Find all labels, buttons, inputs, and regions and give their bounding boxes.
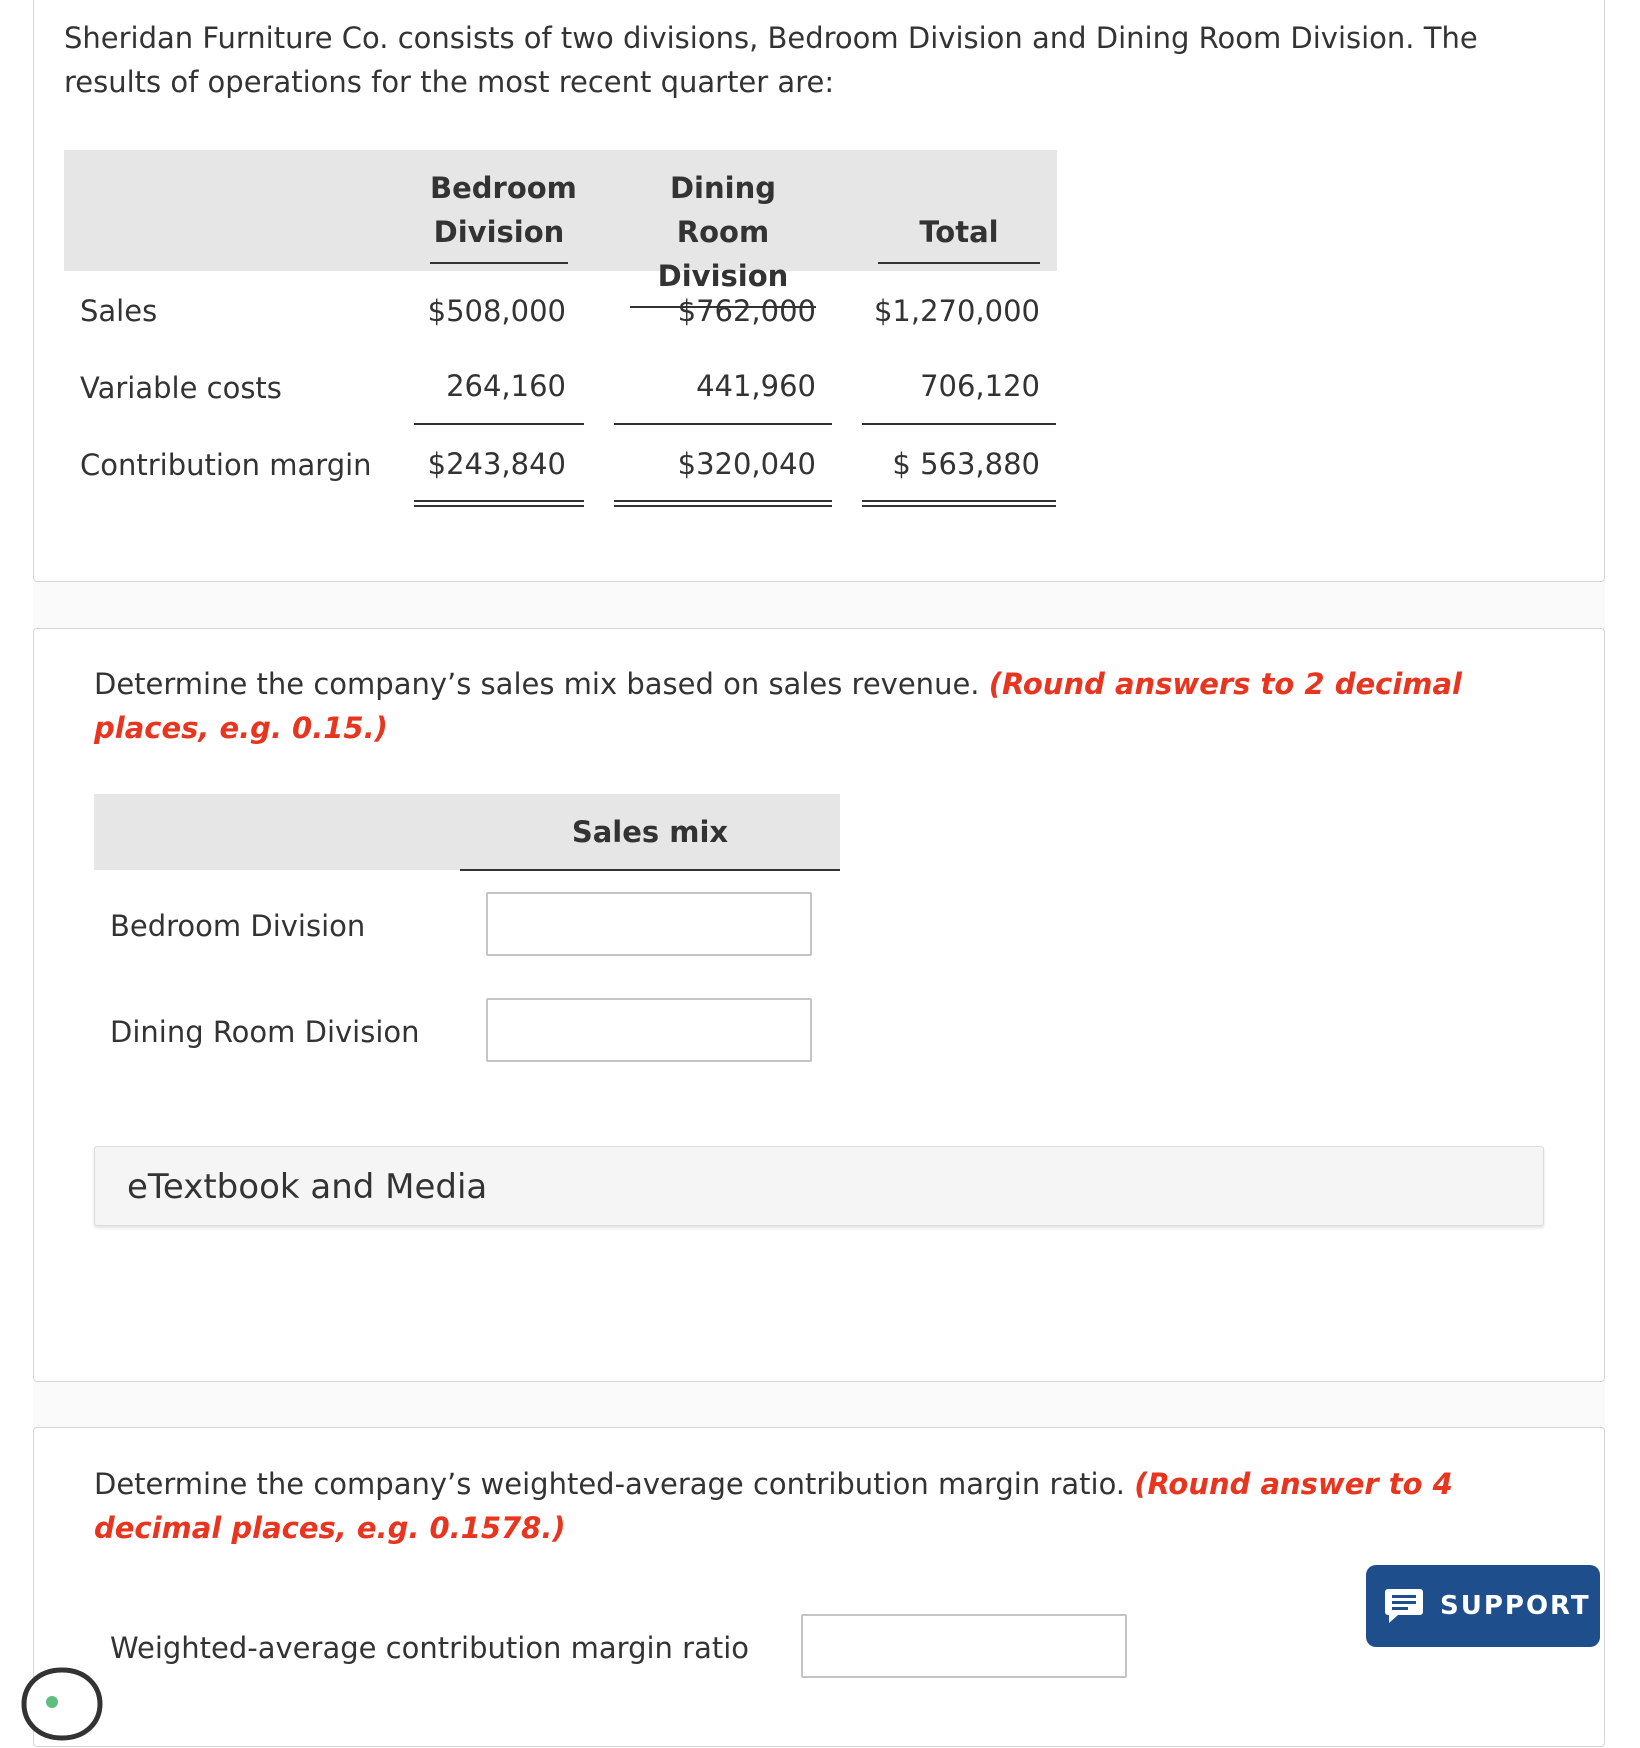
support-button[interactable]	[1366, 1565, 1600, 1647]
question-text: Determine the company’s weighted-average contribution margin ratio.	[94, 1467, 1135, 1501]
row-label-dining-room-division: Dining Room Division	[110, 1015, 420, 1049]
cell-cm-bedroom: $243,840	[427, 447, 566, 481]
cell-cm-dining: $320,040	[677, 447, 816, 481]
etextbook-media-button[interactable]	[94, 1146, 1544, 1226]
cell-cm-total: $ 563,880	[892, 447, 1040, 481]
subtotal-rule	[614, 423, 832, 425]
rounding-hint: (Round answer to 4 decimal places, e.g. 0.1578.)	[94, 1467, 1453, 1545]
cell-sales-total: $1,270,000	[873, 294, 1040, 328]
dining-room-sales-mix-input[interactable]	[486, 998, 812, 1062]
header-bedroom: Bedroom Division	[430, 166, 568, 254]
row-label-variable-costs: Variable costs	[80, 371, 282, 405]
header-dining-room: Dining Room Division	[630, 166, 816, 298]
total-double-rule	[614, 500, 832, 507]
support-label: SUPPORT	[1440, 1591, 1591, 1621]
total-double-rule	[414, 500, 584, 507]
row-label-bedroom-division: Bedroom Division	[110, 909, 366, 943]
support-chat-icon	[1384, 1587, 1424, 1625]
weighted-cm-ratio-input[interactable]	[801, 1614, 1127, 1678]
subtotal-rule	[862, 423, 1056, 425]
cell-variable-total: 706,120	[920, 369, 1040, 403]
subtotal-rule	[414, 423, 584, 425]
cell-sales-bedroom: $508,000	[427, 294, 566, 328]
bedroom-sales-mix-input[interactable]	[486, 892, 812, 956]
row-label-sales: Sales	[80, 294, 158, 328]
etextbook-label: eTextbook and Media	[127, 1167, 488, 1207]
header-sales-mix: Sales mix	[571, 815, 729, 849]
rounding-hint: (Round answers to 2 decimal places, e.g. 0.15.)	[94, 667, 1462, 745]
card-gap	[33, 1382, 1605, 1427]
row-label-contribution-margin: Contribution margin	[80, 448, 372, 482]
cell-variable-bedroom: 264,160	[446, 369, 566, 403]
cell-sales-dining: $762,000	[677, 294, 816, 328]
chat-bubble-icon[interactable]	[20, 1664, 104, 1748]
card-gap	[33, 582, 1605, 628]
header-rule	[460, 869, 840, 871]
total-double-rule	[862, 500, 1056, 507]
header-total: Total	[878, 166, 1040, 254]
question-cm-ratio	[94, 1462, 1574, 1550]
question-text: Determine the company’s sales mix based on sales revenue.	[94, 667, 989, 701]
row-label-weighted-cm-ratio: Weighted-average contribution margin ratio	[110, 1631, 750, 1665]
problem-intro: Sheridan Furniture Co. consists of two divisions, Bedroom Division and Dining Room Division. The results of operations for the most recent quarter are:	[64, 21, 1478, 99]
cell-variable-dining: 441,960	[696, 369, 816, 403]
question-sales-mix	[94, 662, 1574, 750]
